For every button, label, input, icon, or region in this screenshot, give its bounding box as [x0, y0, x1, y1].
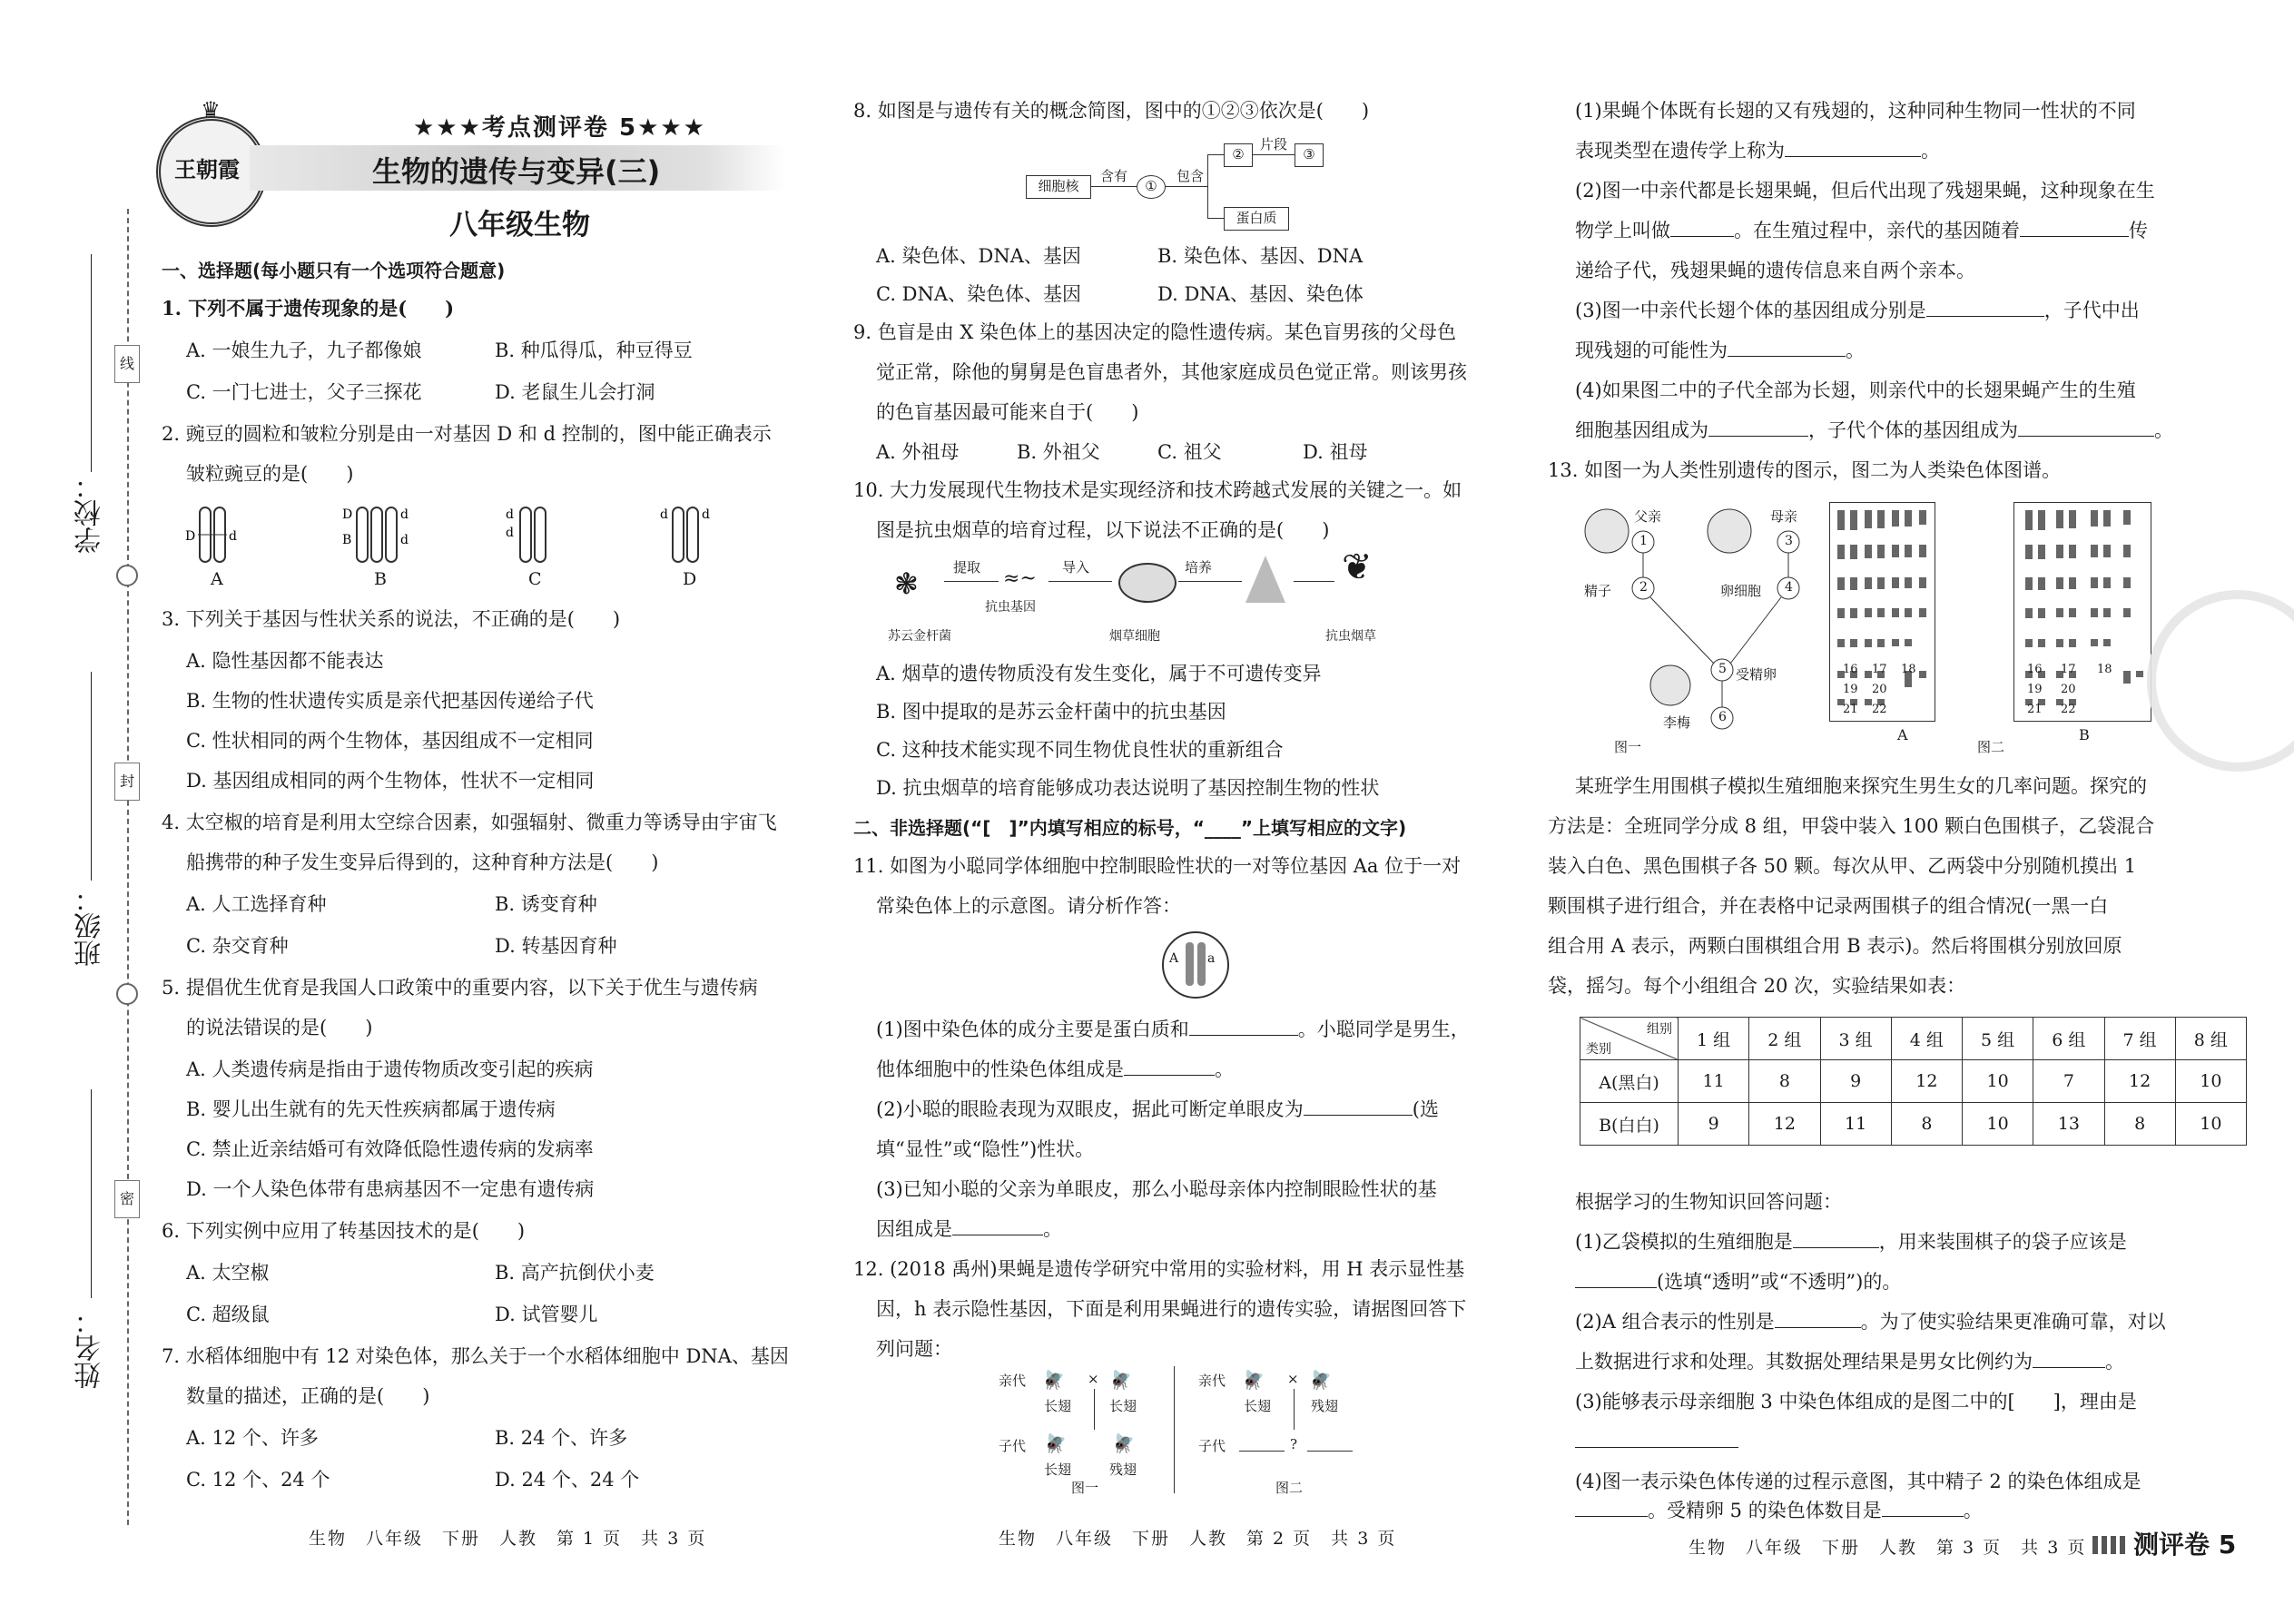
table-header-cell: 1 组 — [1679, 1018, 1749, 1060]
page2-footer: 生物 八年级 下册 人教 第 2 页 共 3 页 — [999, 1529, 1397, 1549]
q7-stem-1: 7. 水稻体细胞中有 12 对染色体，那么关于一个水稻体细胞中 DNA、基因 — [162, 1345, 789, 1367]
q13-part1-line1: (1)乙袋模拟的生殖细胞是 ，用来装围棋子的袋子应该是 — [1575, 1231, 2127, 1253]
q2-label-a: A — [211, 569, 223, 589]
q13-karyotype-a-num-19: 19 — [1843, 683, 1858, 696]
table-row-label: A(黑白) — [1580, 1060, 1679, 1103]
q12-fig1-fly-1: 🪰 — [1042, 1369, 1065, 1391]
binding-mark-2: 封 — [114, 763, 140, 801]
q8-label-includes: 包含 — [1177, 168, 1205, 184]
q11-part2-line1: (2)小聪的眼睑表现为双眼皮，据此可断定单眼皮为 (选 — [876, 1098, 1439, 1120]
table-row-label: B(白白) — [1580, 1103, 1679, 1146]
watermark-stamp — [2147, 590, 2294, 772]
q8-node-protein: 蛋白质 — [1224, 207, 1289, 231]
table-cell: 11 — [1679, 1060, 1749, 1103]
q13-karyotype-a-num-21: 21 — [1843, 703, 1858, 716]
q12-part3-line1: (3)图一中亲代长翅个体的基因组成分别是 ，子代中出 — [1575, 300, 2140, 321]
badge-decoration — [2092, 1536, 2129, 1554]
q13-label-sperm: 精子 — [1584, 583, 1612, 599]
q8-label-contains: 含有 — [1100, 168, 1128, 184]
q12-fig1-parent-label: 亲代 — [999, 1373, 1027, 1389]
name-label: 姓名： — [74, 1307, 106, 1389]
q1-option-b[interactable]: B. 种瓜得瓜，种豆得豆 — [495, 340, 693, 361]
q12-fig1-arrow — [1094, 1389, 1095, 1430]
q12-fig1-long-3: 长翅 — [1044, 1462, 1072, 1478]
q13-label-father: 父亲 — [1634, 508, 1662, 525]
binding-dot-2 — [116, 983, 138, 1005]
q8-arrow-2 — [1166, 186, 1207, 187]
q12-fig2-blank-1[interactable] — [1239, 1451, 1285, 1452]
q8-arrow-top — [1207, 154, 1224, 155]
table-cell: 8 — [1749, 1060, 1820, 1103]
q13-text-4: 颗围棋子进行组合，并在表格中记录两围棋子的组合情况(一黑一白 — [1548, 895, 2109, 917]
q13-karyotype-a-num-20: 20 — [1872, 683, 1887, 696]
q13-node-2: 2 — [1639, 580, 1648, 595]
q12-fig1-fly-3: 🪰 — [1044, 1432, 1067, 1454]
q12-part1-line1: (1)果蝇个体既有长翅的又有残翅的，这种同种生物同一性状的不同 — [1575, 100, 2136, 122]
q1-option-c[interactable]: C. 一门七进士，父子三探花 — [186, 381, 422, 403]
q8-arrow-3 — [1253, 154, 1295, 155]
table-cell: 9 — [1679, 1103, 1749, 1146]
q12-fig-divider — [1174, 1366, 1175, 1493]
page-subtitle: 八年级生物 — [449, 209, 590, 241]
q13-karyotype-b-num-19: 19 — [2027, 683, 2043, 696]
q12-fig2-arrow — [1294, 1389, 1295, 1430]
q7-option-c[interactable]: C. 12 个、24 个 — [186, 1469, 330, 1491]
q10-flask-icon — [1245, 556, 1285, 603]
q12-blank-2[interactable] — [1670, 218, 1734, 237]
q12-fig1-caption: 图一 — [1071, 1480, 1099, 1496]
q12-fig2-cross: × — [1287, 1371, 1299, 1387]
q2-label-b: B — [374, 569, 387, 589]
q12-part1-line2: 表现类型在遗传学上称为 。 — [1575, 140, 1940, 162]
q13-karyotype-b-num-21: 21 — [2027, 703, 2043, 716]
table-cell: 11 — [1820, 1103, 1891, 1146]
q2-stem-2: 皱粒豌豆的是( ) — [186, 463, 354, 485]
q9-option-c[interactable]: C. 祖父 — [1157, 441, 1222, 463]
class-field-line — [91, 672, 92, 881]
binding-line — [127, 209, 129, 1525]
table-cell: 8 — [1891, 1103, 1962, 1146]
q3-option-a[interactable]: A. 隐性基因都不能表达 — [186, 650, 384, 672]
q13-text-3: 装入白色、黑色围棋子各 50 颗。每次从甲、乙两袋中分别随机摸出 1 — [1548, 855, 2137, 877]
q8-node-3: ③ — [1295, 143, 1324, 167]
q13-stem: 13. 如图一为人类性别遗传的图示，图二为人类染色体图谱。 — [1548, 459, 2062, 481]
q8-label-piece: 片段 — [1260, 136, 1288, 153]
q8-arrow-bottom — [1207, 218, 1224, 219]
q10-arrow-4 — [1294, 581, 1334, 582]
svg-text:B: B — [342, 533, 352, 547]
q13-ask: 根据学习的生物知识回答问题： — [1575, 1191, 1842, 1213]
q9-stem-1: 9. 色盲是由 X 染色体上的基因决定的隐性遗传病。某色盲男孩的父母色 — [853, 321, 1457, 343]
svg-text:D: D — [185, 529, 196, 544]
table-header-cell: 2 组 — [1749, 1018, 1820, 1060]
binding-mark-1: 线 — [114, 345, 140, 383]
table-cell: 9 — [1820, 1060, 1891, 1103]
results-table — [1580, 1017, 2247, 1146]
q13-part3-line1: (3)能够表示母亲细胞 3 中染色体组成的是图二中的[ ]，理由是 — [1575, 1391, 2137, 1412]
q13-part1-line2: (选填“透明”或“不透明”)的。 — [1575, 1269, 1901, 1294]
table-cell: 12 — [1891, 1060, 1962, 1103]
q2-figure-c[interactable] — [504, 504, 567, 576]
table-header-cell: 4 组 — [1891, 1018, 1962, 1060]
q13-part4-line2: 。受精卵 5 的染色体数目是 。 — [1575, 1498, 1983, 1523]
q11-blank-3[interactable] — [1304, 1097, 1413, 1116]
q13-part3-line2 — [1575, 1429, 1738, 1454]
q4-stem-2: 船携带的种子发生变异后得到的，这种育种方法是( ) — [186, 851, 659, 873]
q12-blank-1[interactable] — [1785, 138, 1921, 157]
q12-blank-4[interactable] — [1926, 298, 2044, 317]
table-cell: 12 — [1749, 1103, 1820, 1146]
q11-stem-1: 11. 如图为小聪同学体细胞中控制眼睑性状的一对等位基因 Aa 位于一对 — [853, 855, 1462, 877]
svg-text:d: d — [229, 529, 237, 544]
svg-text:D: D — [342, 507, 353, 522]
school-label: 学校： — [74, 472, 106, 554]
q13-text-1: 某班学生用围棋子模拟生殖细胞来探究生男生女的几率问题。探究的 — [1575, 775, 2147, 797]
q7-stem-2: 数量的描述，正确的是( ) — [186, 1385, 430, 1407]
table-header-cell: 5 组 — [1963, 1018, 2033, 1060]
q5-stem-1: 5. 提倡优生优育是我国人口政策中的重要内容，以下关于优生与遗传病 — [162, 977, 758, 999]
q12-fig1-vestigial: 残翅 — [1109, 1462, 1137, 1478]
q13-karyotype-b-num-20: 20 — [2061, 683, 2076, 696]
q1-option-d[interactable]: D. 老鼠生儿会打洞 — [495, 381, 655, 403]
q8-node-cell: 细胞核 — [1026, 175, 1091, 199]
table-header-cell: 6 组 — [2033, 1018, 2104, 1060]
q2-label-c: C — [528, 569, 542, 589]
q5-option-a[interactable]: A. 人类遗传病是指由于遗传物质改变引起的疾病 — [186, 1058, 594, 1080]
svg-text:d: d — [506, 526, 514, 540]
q10-label-culture: 培养 — [1185, 559, 1213, 576]
q6-option-b[interactable]: B. 高产抗倒伏小麦 — [495, 1262, 655, 1284]
q11-part1-line1: (1)图中染色体的成分主要是蛋白质和 。小聪同学是男生， — [876, 1019, 1470, 1040]
table-header-row — [1580, 1018, 2247, 1060]
q4-option-b[interactable]: B. 诱变育种 — [495, 893, 597, 915]
q13-karyotype-a-num-16: 16 — [1843, 663, 1858, 676]
table-cell: 10 — [2175, 1060, 2246, 1103]
q8-stem: 8. 如图是与遗传有关的概念简图，图中的①②③依次是( ) — [853, 100, 1370, 122]
q12-fig1-child-label: 子代 — [999, 1438, 1027, 1454]
q12-fig2-long: 长翅 — [1244, 1398, 1272, 1414]
q13-node-1: 1 — [1639, 534, 1648, 548]
q3-option-c[interactable]: C. 性状相同的两个生物体，基因组成不一定相同 — [186, 730, 594, 752]
q11-part3-line1: (3)已知小聪的父亲为单眼皮，那么小聪母亲体内控制眼睑性状的基 — [876, 1178, 1437, 1200]
q11-part3-line2: 因组成是 。 — [876, 1218, 1062, 1240]
q13-label-egg: 卵细胞 — [1720, 583, 1762, 599]
q12-part3-line2: 现残翅的可能性为 。 — [1575, 340, 1865, 361]
svg-text:d: d — [702, 507, 710, 522]
q11-blank-1[interactable] — [1189, 1017, 1298, 1036]
q3-stem: 3. 下列关于基因与性状关系的说法，不正确的是( ) — [162, 608, 621, 630]
class-label: 班级： — [74, 885, 106, 967]
q13-text-2: 方法是：全班同学分成 8 组，甲袋中装入 100 颗白色围棋子，乙袋混合 — [1548, 815, 2155, 837]
table-cell: 10 — [1963, 1103, 2033, 1146]
q6-option-c[interactable]: C. 超级鼠 — [186, 1304, 270, 1325]
logo-crown: ♛ — [201, 97, 221, 123]
q12-fig1-cross: × — [1088, 1371, 1099, 1387]
q11-blank-2[interactable] — [1124, 1057, 1215, 1076]
q6-option-d[interactable]: D. 试管婴儿 — [495, 1304, 598, 1325]
q5-option-c[interactable]: C. 禁止近亲结婚可有效降低隐性遗传病的发病率 — [186, 1138, 594, 1160]
table-header-cell: 3 组 — [1820, 1018, 1891, 1060]
q2-figure-d[interactable] — [658, 504, 722, 576]
q11-stem-2: 常染色体上的示意图。请分析作答： — [876, 895, 1181, 917]
q8-arrow-1 — [1091, 186, 1137, 187]
q13-node-3: 3 — [1785, 534, 1793, 548]
q1-option-a[interactable]: A. 一娘生九子，九子都像娘 — [186, 340, 422, 361]
q12-fig2-fly-1: 🪰 — [1242, 1369, 1265, 1391]
q11-gene-a-lower: a — [1207, 951, 1216, 966]
q12-part2-line3: 递给子代，残翅果蝇的遗传信息来自两个亲本。 — [1575, 260, 1975, 281]
logo-text: 王朝霞 — [174, 156, 240, 182]
q12-part2-line1: (2)图一中亲代都是长翅果蝇，但后代出现了残翅果蝇，这种现象在生 — [1575, 180, 2155, 202]
q12-fig1-long-1: 长翅 — [1044, 1398, 1072, 1414]
q10-label-gene: 抗虫基因 — [985, 600, 1036, 615]
q4-stem-1: 4. 太空椒的培育是利用太空综合因素，如强辐射、微重力等诱导由宇宙飞 — [162, 812, 777, 833]
q2-figure-b[interactable] — [340, 504, 413, 576]
q10-label-bacteria: 苏云金杆菌 — [888, 629, 951, 644]
q12-fig1-fly-4: 🪰 — [1112, 1432, 1135, 1454]
q7-option-b[interactable]: B. 24 个、许多 — [495, 1427, 628, 1449]
q13-label-child: 李梅 — [1663, 714, 1691, 731]
q2-figure-a[interactable] — [182, 504, 245, 576]
q12-fig1-fly-2: 🪰 — [1109, 1369, 1132, 1391]
q10-arrow-1 — [944, 581, 999, 582]
q8-option-d[interactable]: D. DNA、基因、染色体 — [1157, 283, 1364, 305]
q10-arrow-3 — [1178, 581, 1242, 582]
q13-part4-line1: (4)图一表示染色体传递的过程示意图，其中精子 2 的染色体组成是 — [1575, 1471, 2141, 1492]
name-field-line — [91, 1089, 92, 1298]
q11-gene-a-upper: A — [1169, 951, 1179, 966]
q12-fig2-fly-2: 🪰 — [1309, 1369, 1332, 1391]
q10-cell-icon — [1118, 563, 1177, 603]
svg-text:d: d — [400, 533, 409, 547]
q9-option-b[interactable]: B. 外祖父 — [1017, 441, 1100, 463]
page1-footer: 生物 八年级 下册 人教 第 1 页 共 3 页 — [309, 1529, 707, 1549]
q10-option-b[interactable]: B. 图中提取的是苏云金杆菌中的抗虫基因 — [876, 701, 1226, 723]
q12-stem-2: 因，h 表示隐性基因，下面是利用果蝇进行的遗传实验，请据图回答下 — [876, 1298, 1467, 1320]
q13-blank-7[interactable] — [1882, 1498, 1964, 1517]
table-header-cell: 7 组 — [2104, 1018, 2175, 1060]
q7-option-d[interactable]: D. 24 个、24 个 — [495, 1469, 640, 1491]
q13-blank-6[interactable] — [1575, 1498, 1648, 1517]
q8-option-c[interactable]: C. DNA、染色体、基因 — [876, 283, 1082, 305]
q10-label-plant: 抗虫烟草 — [1325, 629, 1376, 644]
q13-blank-4[interactable] — [2033, 1349, 2105, 1368]
q10-gene-icon: ≈~ — [1003, 567, 1037, 590]
q13-caption-2: 图二 — [1977, 739, 2005, 755]
q13-node-6: 6 — [1718, 710, 1727, 724]
q8-node-1: ① — [1137, 175, 1166, 199]
q9-option-a[interactable]: A. 外祖母 — [876, 441, 960, 463]
q12-blank-7[interactable] — [2018, 418, 2154, 437]
table-header-cell: 8 组 — [2175, 1018, 2246, 1060]
q1-stem: 1. 下列不属于遗传现象的是( ) — [162, 297, 455, 320]
q13-label-b: B — [2079, 726, 2090, 743]
q13-blank-1[interactable] — [1793, 1229, 1879, 1248]
table-cell: 12 — [2104, 1060, 2175, 1103]
q6-option-a[interactable]: A. 太空椒 — [186, 1262, 270, 1284]
q4-option-a[interactable]: A. 人工选择育种 — [186, 893, 327, 915]
q12-fig2-blank-2[interactable] — [1307, 1451, 1353, 1452]
q12-fig2-child-label: 子代 — [1198, 1438, 1226, 1454]
q9-option-d[interactable]: D. 祖母 — [1303, 441, 1368, 463]
q2-label-d: D — [683, 569, 697, 589]
binding-dot-1 — [116, 565, 138, 586]
q13-part2-line2: 上数据进行求和处理。其数据处理结果是男女比例约为 。 — [1575, 1351, 2124, 1373]
q13-karyotype-a-num-18: 18 — [1901, 663, 1916, 676]
svg-text:d: d — [660, 507, 668, 522]
q13-karyotype-b-num-18: 18 — [2097, 663, 2112, 676]
q8-option-a[interactable]: A. 染色体、DNA、基因 — [876, 245, 1081, 267]
q12-fig1-long-2: 长翅 — [1109, 1398, 1137, 1414]
q10-stem-2: 图是抗虫烟草的培育过程，以下说法不正确的是( ) — [876, 519, 1330, 541]
q5-stem-2: 的说法错误的是( ) — [186, 1017, 373, 1038]
series-label: ★★★考点测评卷 5★★★ — [413, 114, 706, 142]
q13-caption-1: 图一 — [1614, 739, 1642, 755]
table-corner: 组别 类别 — [1580, 1018, 1679, 1060]
q2-stem-1: 2. 豌豆的圆粒和皱粒分别是由一对基因 D 和 d 控制的，图中能正确表示 — [162, 423, 772, 445]
q5-option-b[interactable]: B. 婴儿出生就有的先天性疾病都属于遗传病 — [186, 1098, 556, 1120]
q12-blank-6[interactable] — [1708, 418, 1808, 437]
q12-part4-line1: (4)如果图二中的子代全部为长翅，则亲代中的长翅果蝇产生的生殖 — [1575, 379, 2136, 401]
table-cell: 10 — [1963, 1060, 2033, 1103]
q10-option-c[interactable]: C. 这种技术能实现不同生物优良性状的重新组合 — [876, 739, 1284, 761]
q13-label-mother: 母亲 — [1770, 508, 1798, 525]
q12-stem-3: 列问题： — [876, 1338, 952, 1360]
q13-node-5: 5 — [1718, 662, 1727, 676]
table-cell: 8 — [2104, 1103, 2175, 1146]
q12-fig2-question: ? — [1290, 1436, 1298, 1452]
page-title: 生物的遗传与变异(三) — [372, 154, 661, 189]
q13-blank-5[interactable] — [1575, 1429, 1738, 1448]
q13-text-5: 组合用 A 表示，两颗白围棋组合用 B 表示)。然后将围棋分别放回原 — [1548, 935, 2122, 957]
q12-part4-line2: 细胞基因组成为 ，子代个体的基因组成为 。 — [1575, 419, 2173, 441]
q10-arrow-2 — [1049, 581, 1112, 582]
q5-option-d[interactable]: D. 一个人染色体带有患病基因不一定患有遗传病 — [186, 1178, 595, 1200]
school-field-line — [91, 254, 92, 472]
table-row — [1580, 1103, 2247, 1146]
q13-karyotype-a-num-17: 17 — [1872, 663, 1887, 676]
svg-text:d: d — [400, 507, 409, 522]
q11-part2-line2: 填“显性”或“隐性”)性状。 — [876, 1138, 1095, 1160]
q13-karyotype-b-num-16: 16 — [2027, 663, 2043, 676]
q10-label-cell: 烟草细胞 — [1109, 629, 1160, 644]
q13-karyotype-a-num-22: 22 — [1872, 703, 1887, 716]
q13-karyotype-b-num-17: 17 — [2061, 663, 2076, 676]
q3-option-b[interactable]: B. 生物的性状遗传实质是亲代把基因传递给子代 — [186, 690, 594, 712]
binding-mark-3: 密 — [114, 1180, 140, 1218]
page3-footer: 生物 八年级 下册 人教 第 3 页 共 3 页 — [1689, 1538, 2087, 1558]
badge-label: 测评卷 5 — [2133, 1530, 2237, 1560]
q6-stem: 6. 下列实例中应用了转基因技术的是( ) — [162, 1220, 526, 1242]
q9-stem-3: 的色盲基因最可能来自于( ) — [876, 401, 1139, 423]
q8-node-2: ② — [1224, 143, 1253, 167]
q4-option-c[interactable]: C. 杂交育种 — [186, 935, 289, 957]
q10-label-extract: 提取 — [953, 559, 981, 576]
q13-blank-2[interactable] — [1575, 1269, 1657, 1288]
q8-branch — [1207, 154, 1222, 218]
q11-blank-4[interactable] — [952, 1216, 1043, 1235]
q12-fig2-caption: 图二 — [1275, 1480, 1304, 1496]
q4-option-d[interactable]: D. 转基因育种 — [495, 935, 617, 957]
q13-karyotype-b-num-22: 22 — [2061, 703, 2076, 716]
q8-option-b[interactable]: B. 染色体、基因、DNA — [1157, 245, 1364, 267]
q12-fig2-vestigial: 残翅 — [1311, 1398, 1339, 1414]
q10-option-a[interactable]: A. 烟草的遗传物质没有发生变化，属于不可遗传变异 — [876, 663, 1322, 684]
q10-bacteria-icon: ❃ — [894, 566, 919, 601]
q13-node-4: 4 — [1785, 580, 1793, 595]
q12-blank-5[interactable] — [1728, 338, 1846, 357]
q12-stem-1: 12. (2018 禹州)果蝇是遗传学研究中常用的实验材料，用 H 表示显性基 — [853, 1258, 1465, 1280]
q13-label-a: A — [1897, 726, 1908, 743]
q3-option-d[interactable]: D. 基因组成相同的两个生物体，性状不一定相同 — [186, 770, 595, 792]
q13-part2-line1: (2)A 组合表示的性别是 。为了使实验结果更准确可靠，对以 — [1575, 1311, 2166, 1333]
q10-plant-icon: ❦ — [1342, 546, 1373, 588]
q10-label-import: 导入 — [1062, 559, 1090, 576]
q13-label-zygote: 受精卵 — [1736, 666, 1777, 683]
q12-fig2-parent-label: 亲代 — [1198, 1373, 1226, 1389]
q12-blank-3[interactable] — [2020, 218, 2129, 237]
q11-part1-line2: 他体细胞中的性染色体组成是 。 — [876, 1058, 1234, 1080]
section2-heading: 二、非选择题(“[ ]”内填写相应的标号，“____”上填写相应的文字) — [853, 817, 1407, 839]
section1-heading: 一、选择题(每小题只有一个选项符合题意) — [162, 260, 506, 281]
q9-stem-2: 觉正常，除他的舅舅是色盲患者外，其他家庭成员色觉正常。则该男孩 — [876, 361, 1467, 383]
table-row — [1580, 1060, 2247, 1103]
table-cell: 7 — [2033, 1060, 2104, 1103]
svg-text:d: d — [506, 507, 514, 522]
table-cell: 13 — [2033, 1103, 2104, 1146]
q10-option-d[interactable]: D. 抗虫烟草的培育能够成功表达说明了基因控制生物的性状 — [876, 777, 1380, 799]
q12-part2-line2: 物学上叫做 。在生殖过程中，亲代的基因随着 传 — [1575, 220, 2148, 241]
q13-text-6: 袋，摇匀。每个小组组合 20 次，实验结果如表： — [1548, 975, 1966, 997]
q13-blank-3[interactable] — [1775, 1309, 1861, 1328]
table-cell: 10 — [2175, 1103, 2246, 1146]
q7-option-a[interactable]: A. 12 个、许多 — [186, 1427, 319, 1449]
q10-stem-1: 10. 大力发展现代生物技术是实现经济和技术跨越式发展的关键之一。如 — [853, 479, 1462, 501]
